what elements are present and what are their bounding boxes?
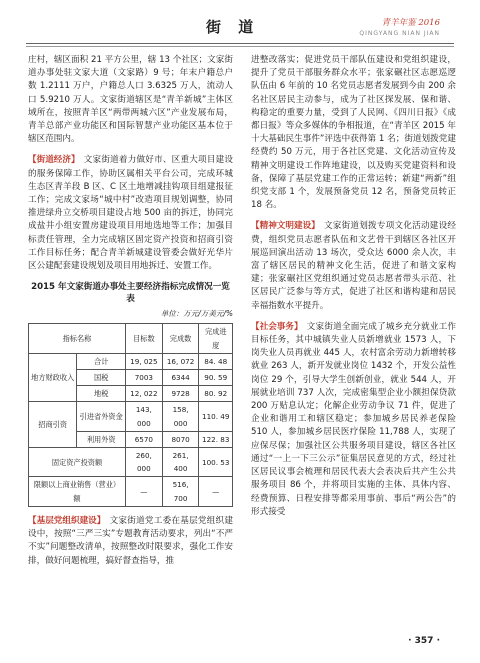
table-cell: — [199, 477, 233, 506]
table-cell: — [125, 477, 162, 506]
page-header [0, 14, 480, 42]
table-cell: 8070 [162, 431, 199, 447]
table-row [29, 477, 233, 506]
economic-indicators-table [28, 323, 233, 506]
table-cell: 260, 000 [125, 448, 162, 477]
table-cell: 引进省外资金 [77, 402, 126, 431]
table-cell: 地方财政收入 [29, 353, 77, 402]
spirit-heading: 【精神文明建设】 [251, 221, 320, 232]
table-cell: 90. 59 [199, 370, 233, 386]
table-row [29, 402, 233, 431]
table-cell: 利用外资 [77, 431, 126, 447]
header-rule [26, 43, 454, 44]
table-cell: 19, 025 [125, 353, 162, 369]
header-rule-thin [26, 46, 454, 47]
table-row [29, 353, 233, 369]
table-cell: 9728 [162, 386, 199, 402]
spirit-paragraph [251, 220, 456, 312]
table-cell: 100. 53 [199, 448, 233, 477]
table-cell: 80. 92 [199, 386, 233, 402]
table-unit: 单位：万元/万美元/% [160, 309, 233, 319]
table-row [29, 448, 233, 477]
section-title: 街 道 [206, 18, 260, 36]
economy-heading: 【街道经济】 [28, 155, 80, 166]
table-cell: 143, 000 [125, 402, 162, 431]
table-cell: 12, 022 [125, 386, 162, 402]
table-cell: 合计 [77, 353, 126, 369]
table-header-row [29, 324, 233, 353]
table-cell: 516, 700 [162, 477, 199, 506]
table-header-cell: 完成进度 [199, 324, 233, 353]
table-cell: 限额以上商业销售（营业）额 [29, 477, 126, 506]
table-cell: 6344 [162, 370, 199, 386]
yearbook-title: 青羊年鉴 2016 [381, 18, 440, 28]
intro-paragraph: 庄村，辖区面积 21 平方公里，辖 13 个社区；文家街道办事处驻文家大道（文家路）9 号；年末户籍总户数 1.2111 万户，户籍总人口 3.6325 万人，流动人口 5.9210 万人。文家街道辖区是“青羊新城”主体区域所在，按照青羊区“两带两城六区”产业发展布局，青羊总部产业功能区和国际智慧产业功能区基本位于辖区范围内。 [28, 55, 233, 145]
party-text: 文家街道党工委在基层党组织建设中，按照“三严三实”专题教育活动要求，列出“不严不实”问题整改清单，按照整改时限要求，强化工作安排，做好问题梳理，搞好督查指导，推 [28, 515, 233, 566]
social-heading: 【社会事务】 [251, 321, 303, 332]
economy-text: 文家街道着力做好市、区重大项目建设的服务保障工作，协助区属相关平台公司，完成环城生态区青羊段 B 区、C 区土地增减挂钩项目组建报征工作；完成文家场“城中村”改造项目规划调整，协同推进绿舟立交桥项目建设占地 500 亩的拆迁，协同完成盐井小组安置房建设项目用地选地等工作；加强目标责任管理，全力完成辖区固定资产投资和招商引资工作目标任务；配合青羊新城建设管委会做好光华片区公建配套建设规划及项目用地拆迁、安置工作。 [28, 155, 233, 272]
right-column [251, 54, 456, 527]
page-number: · 357 · [408, 636, 440, 646]
left-column [28, 54, 233, 576]
party-heading: 【基层党组织建设】 [28, 515, 106, 526]
economy-paragraph [28, 154, 233, 273]
table-cell: 固定资产投资额 [29, 448, 126, 477]
party-paragraph [28, 515, 233, 568]
spirit-text: 文家街道划拨专项文化活动建设经费，组织党员志愿者队伍和文艺骨干到辖区各社区开展巡回演出活动 13 场次，受众达 6000 余人次，丰富了辖区居民的精神文化生活，促进了和谐文家构建；张家碾社区党组织通过党员志愿者带头示范、社区居民广泛参与等方式，促进了社区和谐构建和居民幸福指数水平提升。 [251, 221, 456, 311]
social-paragraph [251, 321, 456, 519]
table-cell: 261, 400 [162, 448, 199, 477]
table-cell: 158, 000 [162, 402, 199, 431]
table-cell: 122. 83 [199, 431, 233, 447]
table-title: 2015 年文家街道办事处主要经济指标完成情况一览表 [31, 282, 230, 305]
table-cell: 110. 49 [199, 402, 233, 431]
table-header-cell: 目标数 [125, 324, 162, 353]
table-header-cell: 指标名称 [29, 324, 126, 353]
table-cell: 地税 [77, 386, 126, 402]
table-cell: 84. 48 [199, 353, 233, 369]
table-cell: 16, 072 [162, 353, 199, 369]
table-cell: 6570 [125, 431, 162, 447]
table-cell: 招商引资 [29, 402, 77, 448]
yearbook-pinyin: QINGYANG NIAN JIAN [359, 30, 440, 37]
table-cell: 国税 [77, 370, 126, 386]
table-cell: 7003 [125, 370, 162, 386]
social-text: 文家街道全面完成了城乡充分就业工作目标任务，其中城镇失业人员新增就业 1573 人，下岗失业人员再就业 445 人，农村富余劳动力新增转移就业 263 人，新开发就业岗位 1432 个，开发公益性岗位 29 个，引导大学生创新创业，就业 544 人，开展就业培训 737 人次，完成密集型企业小额担保贷款 200 万贴息认定；化解企业劳动争议 71 件，促进了企业和谐用工和辖区稳定；参加城乡居民养老保险 510 人，参加城乡居民医疗保险 11,788 人，实现了应保尽保；加强社区公共服务项目建设，辖区各社区通过“一上一下三公示”征集居民意见的方式，经过社区居民议事会梳理和居民代表大会表决后共产生公共服务项目 86 个，并将项目实施的主体、具体内容、经费预算、日程安排等都采用事前、事后“两公告”的形式接受 [251, 321, 456, 517]
table-header-cell: 完成数 [162, 324, 199, 353]
party-continued-paragraph: 进整改落实；促进党员干部队伍建设和党组织建设，提升了党员干部服务群众水平；张家碾社区志愿巡逻队伍由 6 年前的 10 名党员志愿者发展到今由 200 余名社区居民主动参与，成为了社区探发展、保和谐、构稳定的重要力量，受到了人民网、《四川日报》《成都日报》等众多媒体的争相报道，在“青羊区 2015 年十大基础民生事件”评选中获得第 1 名；街道划拨党建经费约 50 万元，用于各社区党建、文化活动宣传及精神文明建设工作阵地建设，以及购买党建资料和设备，保障了基层党建工作的正常运转；新建“两新”组织党支部 1 个，发展预备党员 12 名，预备党员转正 18 名。 [251, 55, 456, 211]
